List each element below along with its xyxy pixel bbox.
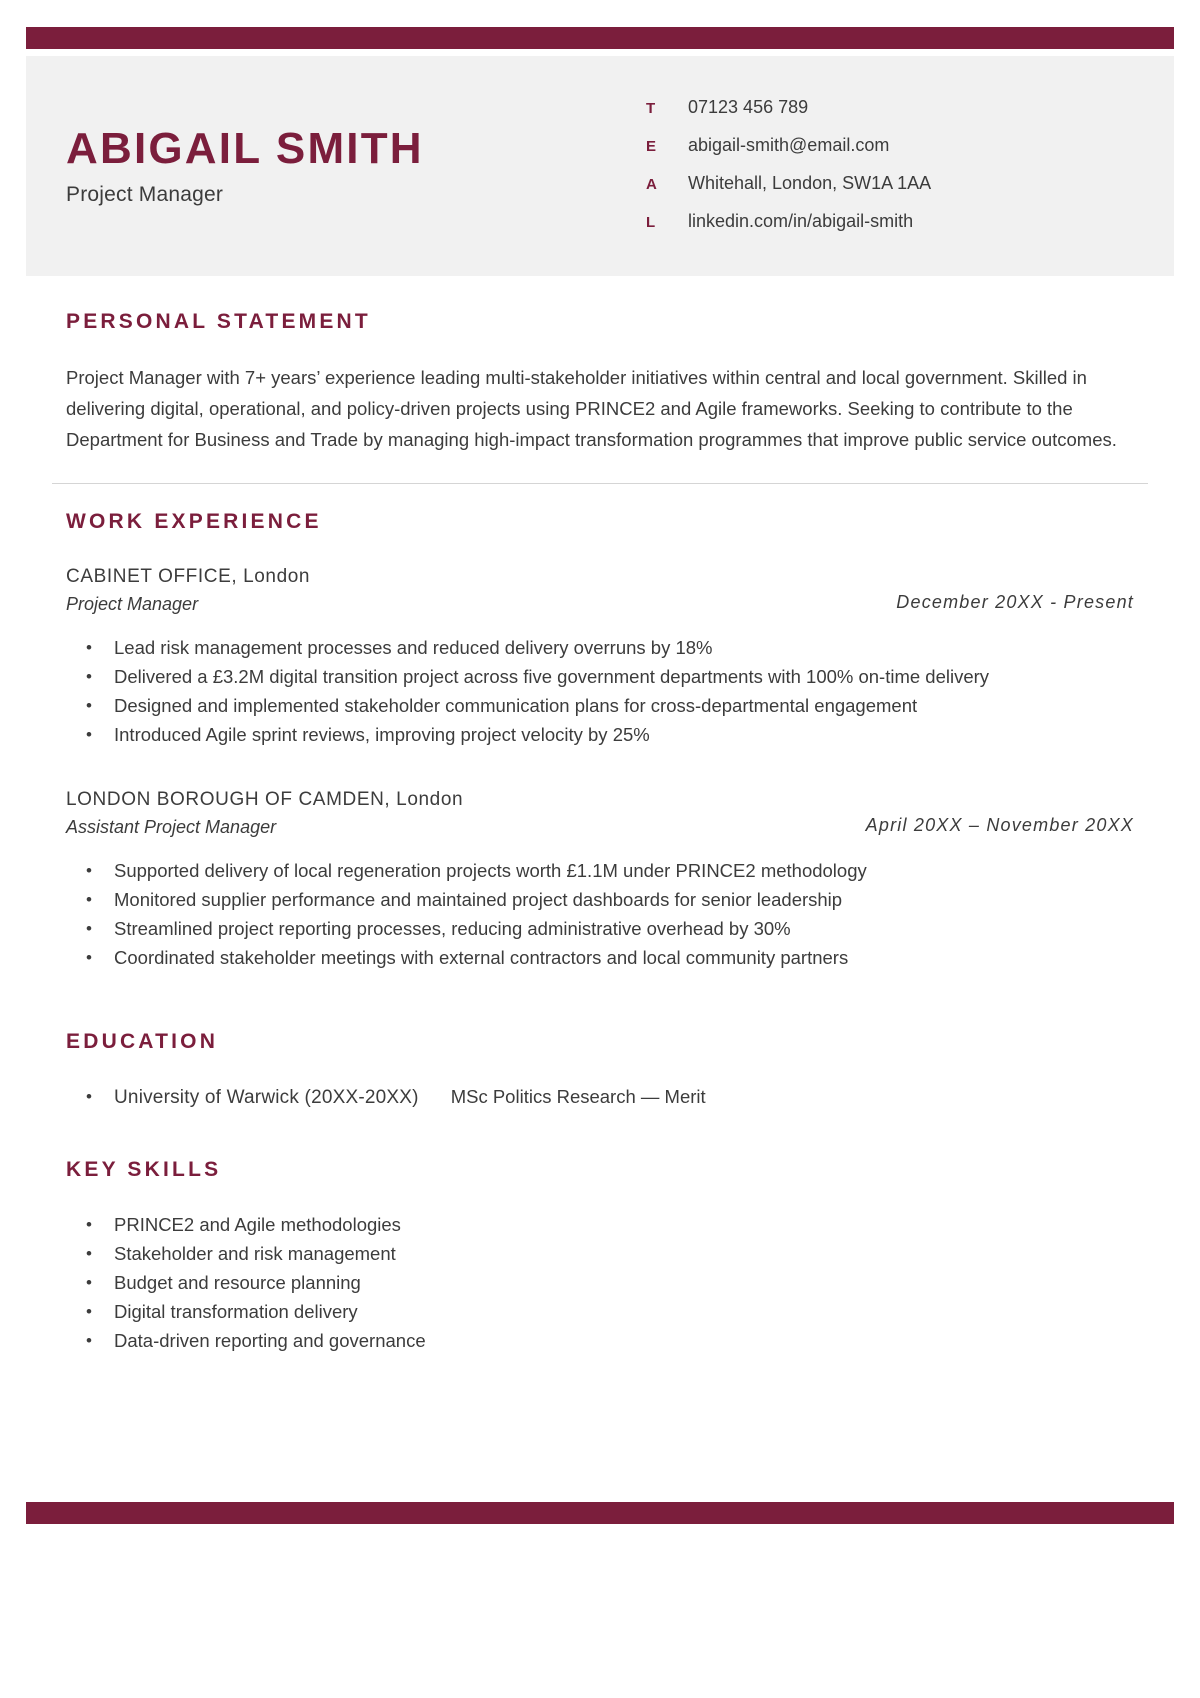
section-work-experience	[26, 484, 1174, 972]
job-1-bullets	[66, 633, 1134, 749]
education-entry	[66, 1082, 1134, 1112]
contact-row-linkedin	[646, 211, 1174, 235]
personal-statement-text: Project Manager with 7+ years’ experience leading multi-stakeholder initiatives within central and local government. Skilled in delivering digital, operational, and policy-driven projects using PRINCE2 and Agile frameworks. Seeking to contribute to the Department for Business and Trade by managing high-impact transformation programmes that improve public service outcomes.	[66, 367, 1117, 450]
work-experience-heading: WORK EXPERIENCE	[66, 510, 322, 533]
list-item: • Supported delivery of local regeneration projects worth £1.1M under PRINCE2 methodology	[66, 856, 1134, 885]
job-1-title: Project Manager	[66, 594, 199, 614]
key-skills-heading: KEY SKILLS	[66, 1158, 222, 1181]
contact-phone-value: 07123 456 789	[688, 97, 809, 117]
list-item: • Introduced Agile sprint reviews, improving project velocity by 25%	[66, 720, 1134, 749]
education-degree: MSc Politics Research — Merit	[450, 1086, 706, 1107]
list-item: • Monitored supplier performance and maintained project dashboards for senior leadership	[66, 885, 1134, 914]
top-accent-bar	[26, 27, 1174, 49]
resume-header	[26, 56, 1174, 276]
email-icon: E	[646, 138, 657, 155]
contact-email-value[interactable]: abigail-smith@email.com	[688, 135, 890, 155]
contact-linkedin-value[interactable]: linkedin.com/in/abigail-smith	[688, 211, 914, 231]
candidate-name: ABIGAIL SMITH	[66, 123, 424, 173]
job-1-header	[66, 566, 1134, 615]
resume-body	[26, 276, 1174, 1355]
personal-statement-heading: PERSONAL STATEMENT	[66, 310, 371, 333]
key-skills-list	[66, 1210, 1134, 1355]
phone-icon: T	[646, 100, 656, 117]
job-2-header	[66, 789, 1134, 838]
list-item: • Data-driven reporting and governance	[66, 1326, 1134, 1355]
list-item: • PRINCE2 and Agile methodologies	[66, 1210, 1134, 1239]
job-1-company: CABINET OFFICE, London	[66, 566, 311, 587]
job-1-dates: December 20XX - Present	[896, 592, 1134, 612]
candidate-role: Project Manager	[66, 183, 224, 207]
contact-row-address	[646, 173, 1174, 197]
contact-address-value: Whitehall, London, SW1A 1AA	[688, 173, 932, 193]
bottom-accent-bar	[26, 1502, 1174, 1524]
contact-details	[626, 97, 1174, 235]
list-item: • Budget and resource planning	[66, 1268, 1134, 1297]
job-1-left	[66, 566, 310, 615]
address-icon: A	[646, 176, 658, 193]
list-item: • Coordinated stakeholder meetings with external contractors and local community partners	[66, 943, 1134, 972]
identity-block	[26, 125, 626, 207]
contact-row-email	[646, 135, 1174, 159]
job-2-dates: April 20XX – November 20XX	[865, 815, 1134, 835]
education-heading: EDUCATION	[66, 1030, 219, 1053]
linkedin-icon: L	[646, 214, 656, 231]
section-education	[26, 972, 1174, 1112]
job-entry-2	[66, 789, 1134, 972]
job-2-left	[66, 789, 463, 838]
job-2-bullets	[66, 856, 1134, 972]
list-item: • Delivered a £3.2M digital transition project across five government departments with 100% on-time delivery	[66, 662, 1134, 691]
job-2-company: LONDON BOROUGH OF CAMDEN, London	[66, 789, 464, 810]
job-2-title: Assistant Project Manager	[66, 817, 277, 837]
education-list	[66, 1082, 1134, 1112]
section-personal-statement	[26, 276, 1174, 455]
contact-row-phone	[646, 97, 1174, 121]
list-item: • Lead risk management processes and reduced delivery overruns by 18%	[66, 633, 1134, 662]
list-item: • Designed and implemented stakeholder communication plans for cross-departmental engagement	[66, 691, 1134, 720]
section-key-skills	[26, 1112, 1174, 1355]
job-entry-1	[66, 566, 1134, 749]
list-item: • Streamlined project reporting processes, reducing administrative overhead by 30%	[66, 914, 1134, 943]
list-item: • Digital transformation delivery	[66, 1297, 1134, 1326]
list-item: • Stakeholder and risk management	[66, 1239, 1134, 1268]
education-school: University of Warwick (20XX-20XX)	[114, 1087, 419, 1108]
